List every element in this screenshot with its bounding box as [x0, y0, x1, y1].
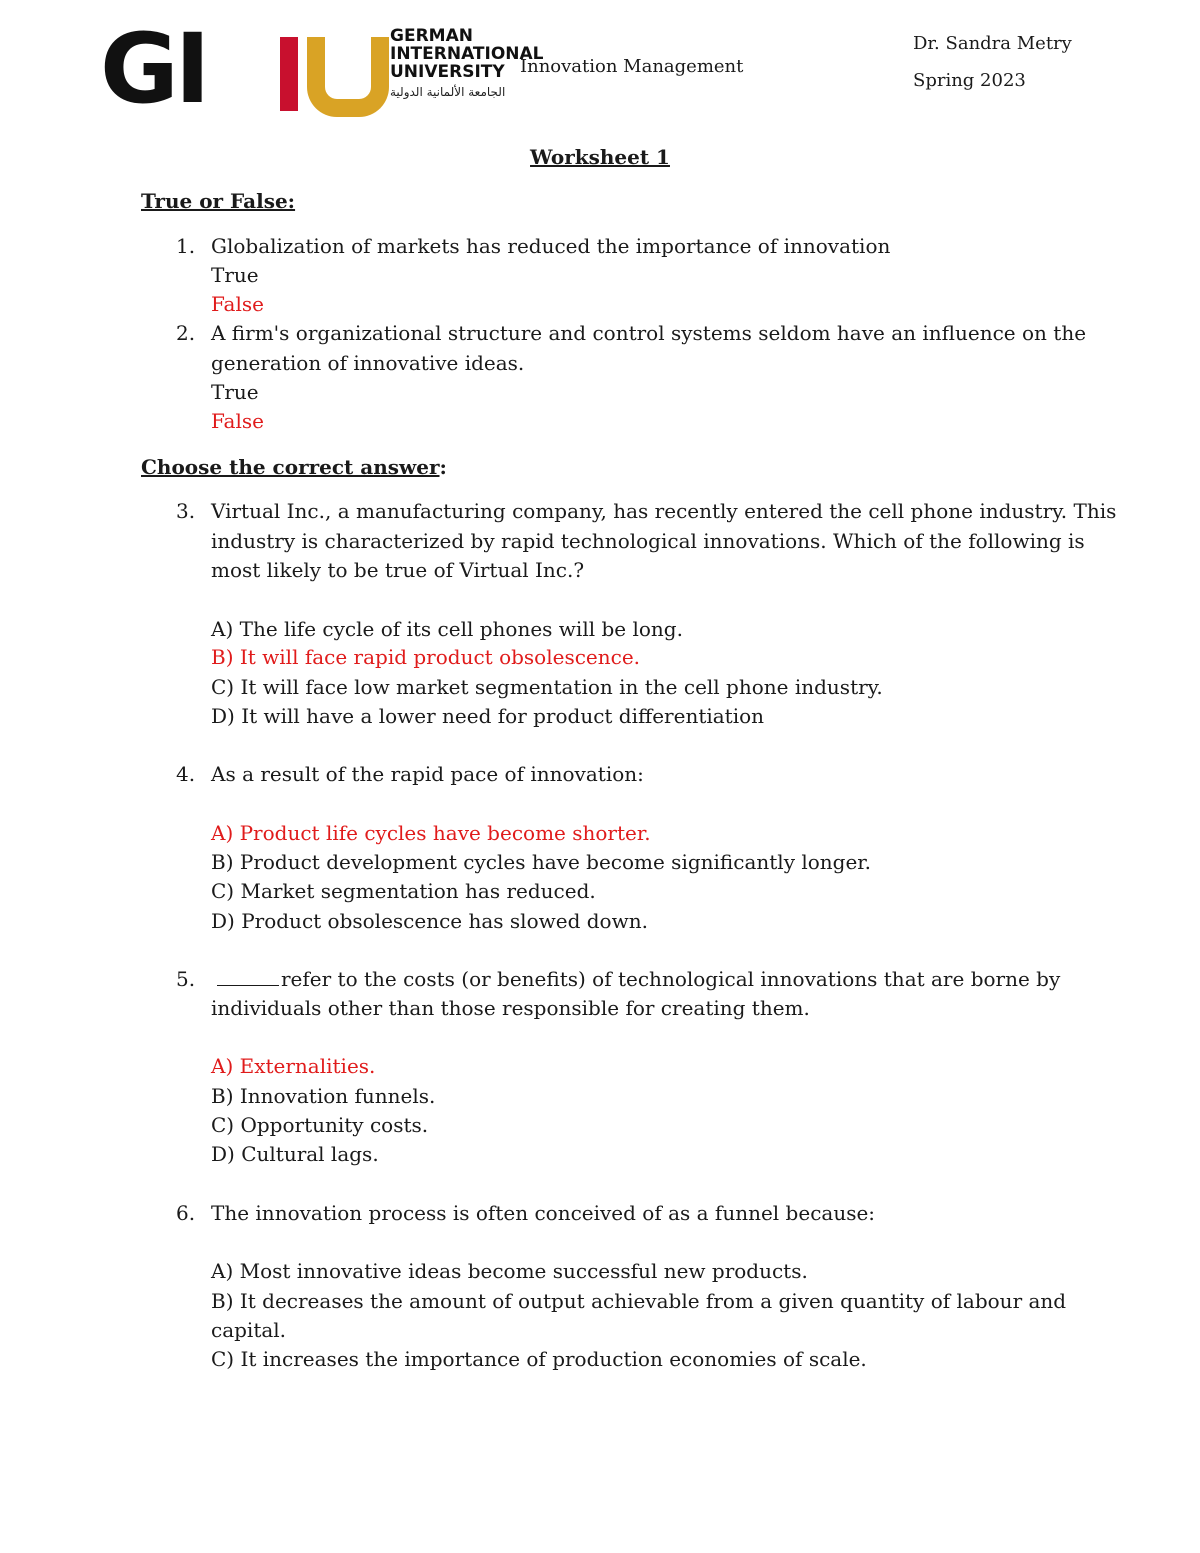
multiple-choice-heading-text: Choose the correct answer [141, 455, 440, 479]
question-number: 5. [176, 967, 196, 991]
fill-in-blank [217, 969, 279, 986]
option-b: B) Innovation funnels. [211, 1084, 436, 1108]
question-text: most likely to be true of Virtual Inc.? [211, 558, 585, 582]
option-a: A) Most innovative ideas become successful new products. [211, 1259, 808, 1283]
true-false-heading: True or False: [141, 189, 296, 213]
question-number: 2. [176, 321, 196, 345]
option-c: C) Market segmentation has reduced. [211, 879, 596, 903]
option-c: C) It will face low market segmentation in the cell phone industry. [211, 675, 883, 699]
option-a-correct: A) Product life cycles have become shorter. [211, 821, 651, 845]
logo-arabic-name: الجامعة الألمانية الدولية [390, 85, 506, 99]
question-text: As a result of the rapid pace of innovation: [211, 762, 644, 786]
question-text: industry is characterized by rapid technological innovations. Which of the following is [211, 529, 1085, 553]
question-text: generation of innovative ideas. [211, 351, 525, 375]
question-text-line [211, 967, 1060, 991]
question-text: individuals other than those responsible for creating them. [211, 996, 810, 1020]
option-b-continued: capital. [211, 1318, 287, 1342]
option-d: D) It will have a lower need for product differentiation [211, 704, 765, 728]
option-b: B) Product development cycles have become significantly longer. [211, 850, 872, 874]
option-false-correct: False [211, 292, 264, 316]
logo-university-name: GERMAN INTERNATIONAL UNIVERSITY [390, 26, 544, 82]
question-number: 3. [176, 499, 196, 523]
logo-gold-u [307, 37, 389, 117]
option-b: B) It decreases the amount of output achievable from a given quantity of labour and [211, 1289, 1067, 1313]
instructor-name: Dr. Sandra Metry [913, 33, 1072, 54]
logo-letters: GI [100, 13, 207, 125]
question-text: Virtual Inc., a manufacturing company, has recently entered the cell phone industry. This [211, 499, 1117, 523]
option-c: C) Opportunity costs. [211, 1113, 429, 1137]
multiple-choice-heading [141, 455, 447, 479]
question-number: 6. [176, 1201, 196, 1225]
logo-red-bar [280, 37, 298, 111]
question-text: Globalization of markets has reduced the importance of innovation [211, 234, 891, 258]
option-d: D) Product obsolescence has slowed down. [211, 909, 648, 933]
question-number: 1. [176, 234, 196, 258]
worksheet-title: Worksheet 1 [530, 145, 670, 169]
option-true: True [211, 263, 259, 287]
question-text: A firm's organizational structure and control systems seldom have an influence on the [211, 321, 1087, 345]
option-d: D) Cultural lags. [211, 1142, 379, 1166]
option-c: C) It increases the importance of production economies of scale. [211, 1347, 867, 1371]
option-true: True [211, 380, 259, 404]
option-b-correct: B) It will face rapid product obsolescence. [211, 645, 641, 669]
university-logo [100, 13, 544, 125]
question-number: 4. [176, 762, 196, 786]
question-text: The innovation process is often conceived of as a funnel because: [211, 1201, 876, 1225]
option-false-correct: False [211, 409, 264, 433]
option-a-correct: A) Externalities. [211, 1054, 376, 1078]
question-text: refer to the costs (or benefits) of technological innovations that are borne by [281, 967, 1061, 991]
term: Spring 2023 [913, 70, 1026, 91]
heading-colon: : [439, 455, 447, 479]
option-a: A) The life cycle of its cell phones will be long. [211, 617, 683, 641]
course-name: Innovation Management [520, 56, 744, 77]
